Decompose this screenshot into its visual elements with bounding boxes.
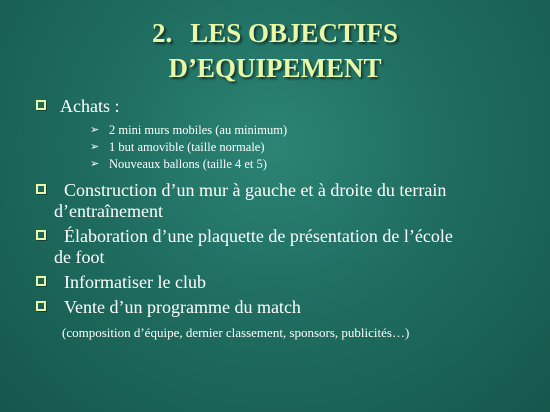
- slide-title-line-2: [0, 52, 550, 85]
- checkbox-square-icon: [36, 276, 46, 286]
- checkbox-square-icon: [36, 184, 46, 194]
- title-text-2: D’EQUIPEMENT: [168, 53, 382, 83]
- slide-title-line-1: [0, 17, 550, 50]
- bullet-text: Élaboration d’une plaquette de présentation de l’école: [64, 226, 453, 246]
- bullet-text-continued: d’entraînement: [54, 201, 163, 221]
- sub-item-text: Nouveaux ballons (taille 4 et 5): [109, 157, 267, 171]
- bullet-text-continued: de foot: [54, 247, 105, 267]
- sub-item-text: 1 but amovible (taille normale): [109, 140, 265, 154]
- checkbox-square-icon: [36, 230, 46, 240]
- title-text-1: LES OBJECTIFS: [190, 18, 399, 48]
- arrowhead-icon: ➢: [90, 141, 100, 153]
- bullet-text: Construction d’un mur à gauche et à droite du terrain: [64, 180, 447, 200]
- checkbox-square-icon: [36, 301, 46, 311]
- checkbox-square-icon: [36, 100, 46, 110]
- arrowhead-icon: ➢: [90, 124, 100, 136]
- title-number: 2.: [151, 18, 173, 48]
- sub-item-text: 2 mini murs mobiles (au minimum): [109, 123, 288, 137]
- arrowhead-icon: ➢: [90, 158, 100, 170]
- note-text: (composition d’équipe, dernier classement, sponsors, publicités…): [62, 325, 410, 340]
- bullet-text: Informatiser le club: [64, 272, 206, 292]
- bullet-text: Achats :: [60, 96, 120, 116]
- bullet-text: Vente d’un programme du match: [64, 297, 301, 317]
